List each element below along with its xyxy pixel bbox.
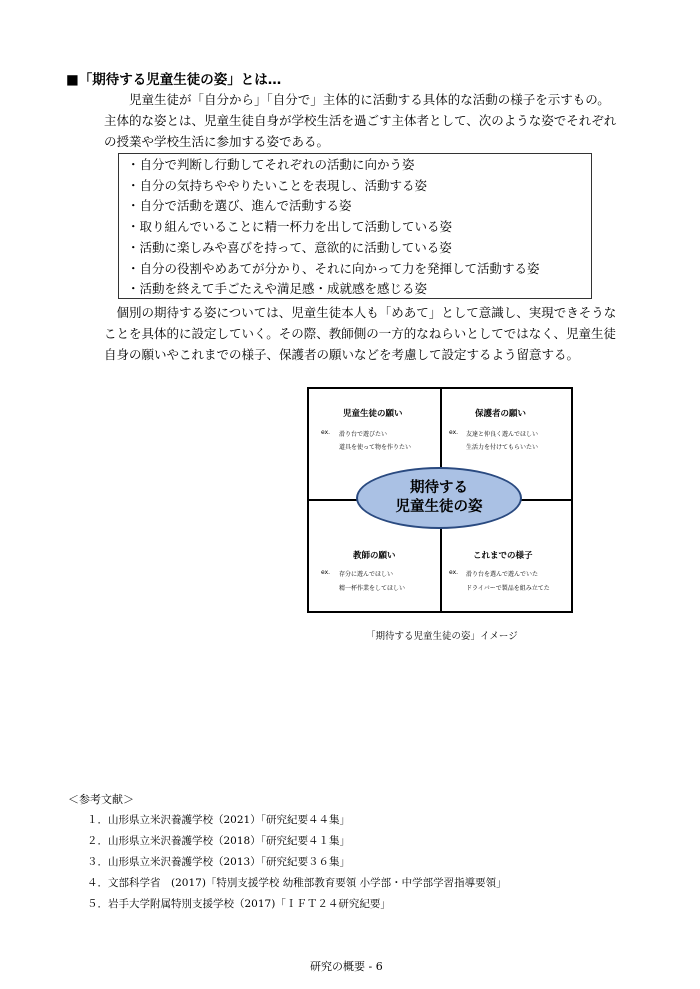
center-oval bbox=[356, 467, 522, 529]
quadrant-past-state-line-1: 滑り台を選んで遊んでいた bbox=[466, 571, 539, 578]
quadrant-child-wish-title: 児童生徒の願い bbox=[343, 409, 403, 419]
reference-item-1: １．山形県立米沢養護学校（2021）「研究紀要４４集」 bbox=[87, 814, 350, 826]
quadrant-guardian-wish-ex: ex. bbox=[449, 429, 459, 436]
expected-figure-diagram bbox=[307, 387, 573, 613]
box-item-6: ・自分の役割やめあてが分かり、それに向かって力を発揮して活動する姿 bbox=[127, 260, 540, 276]
center-oval-line-2: 児童生徒の姿 bbox=[395, 499, 483, 515]
box-item-3: ・自分で活動を選び、進んで活動する姿 bbox=[127, 198, 352, 214]
box-item-1: ・自分で判断し行動してそれぞれの活動に向かう姿 bbox=[127, 157, 415, 172]
box-item-5: ・活動に楽しみや喜びを持って、意欲的に活動している姿 bbox=[127, 239, 452, 255]
follow-line-2: ことを具体的に設定していく。その際、教師側の一方的なねらいとしてではなく、児童生徒 bbox=[104, 326, 617, 341]
quadrant-past-state-ex: ex. bbox=[449, 569, 459, 576]
figure-caption: 「期待する児童生徒の姿」イメージ bbox=[366, 631, 518, 642]
quadrant-past-state-line-2: ドライバーで製品を組み立てた bbox=[466, 585, 550, 592]
intro-line-3: の授業や学校生活に参加する姿である。 bbox=[104, 134, 330, 149]
expected-behaviors-box bbox=[118, 153, 592, 299]
page-footer: 研究の概要 - 6 bbox=[310, 960, 383, 973]
center-oval-line-1: 期待する bbox=[410, 480, 468, 496]
quadrant-teacher-wish-title: 教師の願い bbox=[353, 551, 396, 561]
box-item-4: ・取り組んでいることに精一杯力を出して活動している姿 bbox=[127, 219, 453, 235]
quadrant-child-wish-line-2: 道具を使って物を作りたい bbox=[339, 444, 412, 451]
intro-line-2: 主体的な姿とは、児童生徒自身が学校生活を過ごす主体者として、次のような姿でそれぞれ bbox=[104, 113, 617, 128]
follow-line-3: 自身の願いやこれまでの様子、保護者の願いなどを考慮して設定するよう留意する。 bbox=[104, 347, 580, 362]
quadrant-child-wish-ex: ex. bbox=[321, 429, 331, 436]
quadrant-teacher-wish-line-1: 存分に遊んでほしい bbox=[339, 571, 394, 578]
quadrant-child-wish-line-1: 滑り台で遊びたい bbox=[339, 431, 388, 438]
reference-item-2: ２．山形県立米沢養護学校（2018）「研究紀要４１集」 bbox=[87, 835, 350, 847]
quadrant-guardian-wish-line-2: 生活力を付けてもらいたい bbox=[466, 444, 539, 451]
box-item-2: ・自分の気持ちややりたいことを表現し、活動する姿 bbox=[127, 177, 428, 193]
reference-item-5: ５．岩手大学附属特別支援学校（2017)「ＩＦＴ２４研究紀要」 bbox=[87, 898, 391, 910]
quadrant-teacher-wish-line-2: 精一杯作業をしてほしい bbox=[339, 585, 406, 592]
box-item-7: ・活動を終えて手ごたえや満足感・成就感を感じる姿 bbox=[127, 281, 428, 297]
follow-line-1: 個別の期待する姿については、児童生徒本人も「めあて」として意識し、実現できそうな bbox=[104, 305, 617, 320]
quadrant-past-state-title: これまでの様子 bbox=[473, 551, 533, 561]
intro-line-1: 児童生徒が「自分から」「自分で」主体的に活動する具体的な活動の様子を示すもの。 bbox=[104, 92, 610, 107]
reference-item-4: ４．文部科学省 (2017)「特別支援学校 幼稚部教育要領 小学部・中学部学習指導要領」 bbox=[87, 877, 507, 889]
reference-item-3: ３．山形県立米沢養護学校（2013）「研究紀要３６集」 bbox=[87, 856, 350, 868]
references-title: ＜参考文献＞ bbox=[68, 793, 134, 806]
quadrant-guardian-wish-title: 保護者の願い bbox=[475, 409, 527, 419]
quadrant-teacher-wish-ex: ex. bbox=[321, 569, 331, 576]
quadrant-guardian-wish-line-1: 友達と仲良く遊んでほしい bbox=[466, 431, 539, 438]
section-heading: ■「期待する児童生徒の姿」とは… bbox=[66, 72, 282, 88]
